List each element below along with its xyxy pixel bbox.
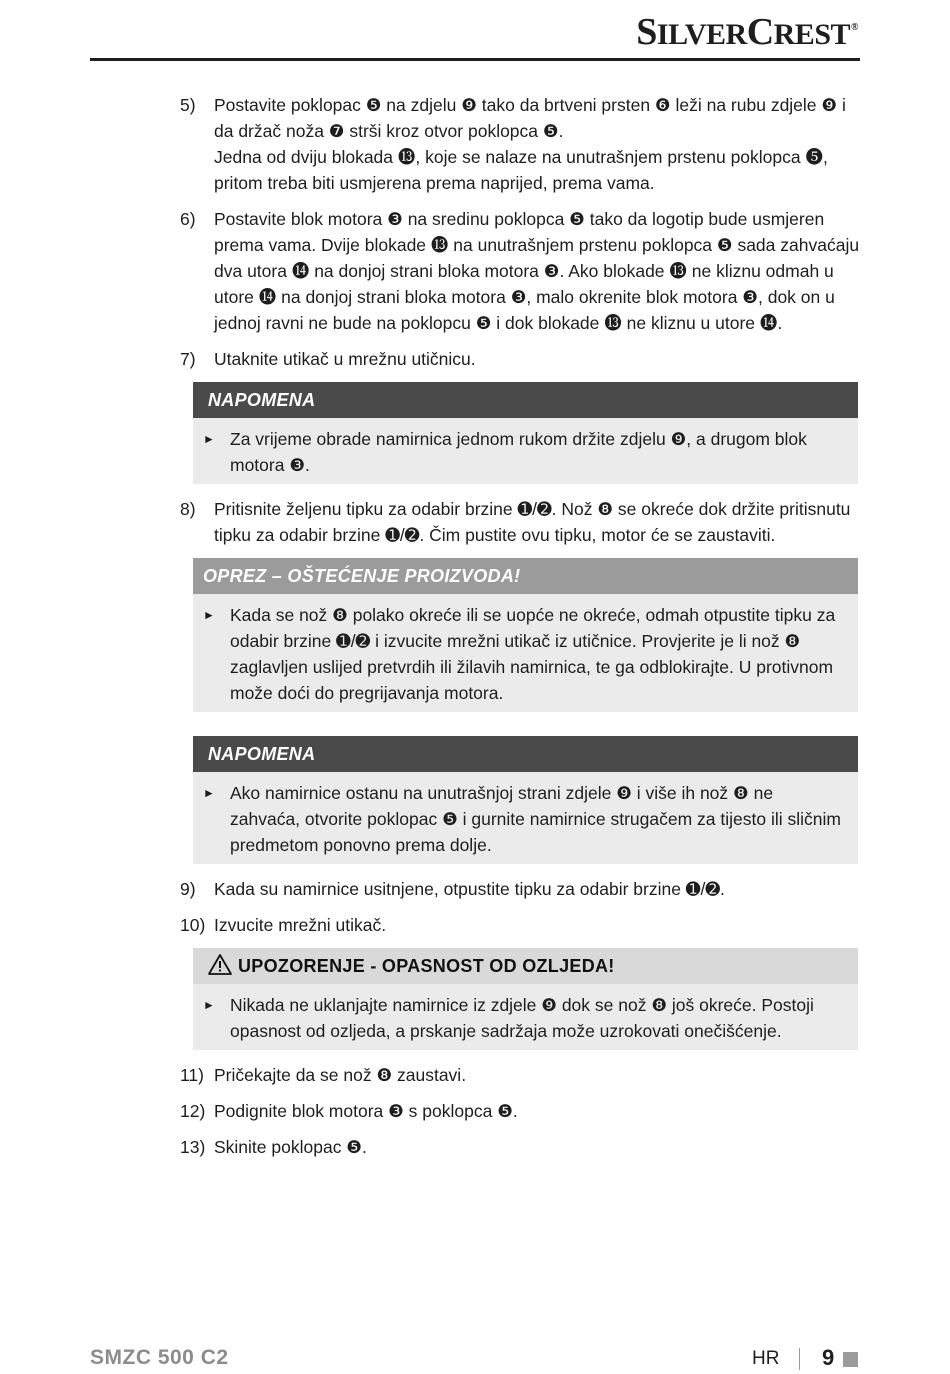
caution-body [193, 594, 858, 712]
step-6 [180, 206, 860, 336]
step-text: Pritisnite željenu tipku za odabir brzine ➊/➋. Nož ❽ se okreće dok držite pritisnutu tipku za odabir brzine ➊/➋. Čim pustite ovu tipku, motor će se zaustaviti. [214, 499, 851, 545]
warning-header [193, 948, 858, 984]
triangle-right-icon: ► [203, 608, 215, 622]
header-rule [90, 58, 860, 61]
brand-logo [636, 10, 858, 54]
caution-title: OPREZ – OŠTEĆENJE PROIZVODA! [193, 558, 858, 594]
note-title: NAPOMENA [193, 736, 858, 772]
brand-rest: REST [773, 18, 851, 51]
step-12 [180, 1098, 860, 1124]
step-number: 13) [180, 1137, 206, 1157]
step-text: Pričekajte da se nož ❽ zaustavi. [214, 1065, 467, 1085]
page-number: 9 [822, 1345, 835, 1370]
warning-triangle-icon [208, 954, 232, 975]
note-title: NAPOMENA [193, 382, 858, 418]
warning-body [193, 984, 858, 1050]
step-number: 12) [180, 1101, 206, 1121]
registered-mark: ® [851, 22, 858, 34]
caution-text: Kada se nož ❽ polako okreće ili se uopće ne okreće, odmah otpustite tipku za odabir brzine ➊/➋ i izvucite mrežni utikač iz utičnice. Provjerite je li nož ❽ zaglavljen uslijed pretvrdih ili žilavih namirnica, te ga odblokirajte. U protivnom može doći do pregrijavanja motora. [230, 605, 836, 703]
page-content [180, 92, 860, 1170]
step-text: Izvucite mrežni utikač. [214, 915, 387, 935]
step-number: 8) [180, 499, 196, 519]
warning-text: Nikada ne uklanjajte namirnice iz zdjele ❾ dok se nož ❽ još okreće. Postoji opasnost od ozljeda, a prskanje sadržaja može uzrokovati onečišćenje. [230, 995, 814, 1041]
triangle-right-icon: ► [203, 998, 215, 1012]
footer-language: HR [752, 1348, 780, 1369]
step-number: 7) [180, 349, 196, 369]
step-number: 11) [180, 1065, 204, 1085]
footer-model: SMZC 500 C2 [90, 1346, 229, 1369]
step-10 [180, 912, 860, 938]
step-number: 5) [180, 95, 196, 115]
triangle-right-icon: ► [203, 432, 215, 446]
warning-title: UPOZORENJE - OPASNOST OD OZLJEDA! [238, 956, 615, 976]
footer-divider [799, 1348, 800, 1370]
note-box [193, 736, 858, 864]
step-text-line: Jedna od dviju blokada ⓭, koje se nalaze na unutrašnjem prstenu poklopca ❺, pritom treba biti usmjerena prema naprijed, prema vama. [214, 147, 828, 193]
step-9 [180, 876, 860, 902]
step-text: Kada su namirnice usitnjene, otpustite tipku za odabir brzine ➊/➋. [214, 879, 725, 899]
step-number: 10) [180, 915, 206, 935]
step-5 [180, 92, 860, 196]
step-text [214, 92, 860, 196]
step-13 [180, 1134, 860, 1160]
note-box [193, 382, 858, 484]
triangle-right-icon: ► [203, 786, 215, 800]
caution-box [193, 558, 858, 712]
step-text-line: Postavite poklopac ❺ na zdjelu ❾ tako da brtveni prsten ❻ leži na rubu zdjele ❾ i da držač noža ❼ strši kroz otvor poklopca ❺. [214, 95, 846, 141]
step-number: 6) [180, 209, 196, 229]
step-text: Podignite blok motora ❸ s poklopca ❺. [214, 1101, 518, 1121]
note-text: Za vrijeme obrade namirnica jednom rukom držite zdjelu ❾, a drugom blok motora ❸. [230, 429, 807, 475]
note-text: Ako namirnice ostanu na unutrašnjoj strani zdjele ❾ i više ih nož ❽ ne zahvaća, otvorite poklopac ❺ i gurnite namirnice strugačem za tijesto ili sličnim predmetom ponovno prema dolje. [230, 783, 841, 855]
note-body [193, 772, 858, 864]
brand-s: S [636, 11, 657, 53]
step-number: 9) [180, 879, 196, 899]
step-8 [180, 496, 860, 548]
step-11 [180, 1062, 860, 1088]
step-text: Postavite blok motora ❸ na sredinu poklopca ❺ tako da logotip bude usmjeren prema vama. Dvije blokade ⓭ na unutrašnjem prstenu poklopca ❺ sada zahvaćaju dva utora ⓮ na donjoj strani bloka motora ❸. Ako blokade ⓭ ne kliznu odmah u utore ⓮ na donjoj strani bloka motora ❸, malo okrenite blok motora ❸, dok on u jednoj ravni ne bude na poklopcu ❺ i dok blokade ⓭ ne kliznu u utore ⓮. [214, 209, 860, 333]
brand-c: C [746, 11, 774, 53]
step-7 [180, 346, 860, 372]
warning-box [193, 948, 858, 1050]
step-text: Utaknite utikač u mrežnu utičnicu. [214, 349, 476, 369]
page-marker-square [843, 1352, 858, 1367]
note-body [193, 418, 858, 484]
brand-ilver: ILVER [656, 18, 747, 51]
step-text: Skinite poklopac ❺. [214, 1137, 367, 1157]
